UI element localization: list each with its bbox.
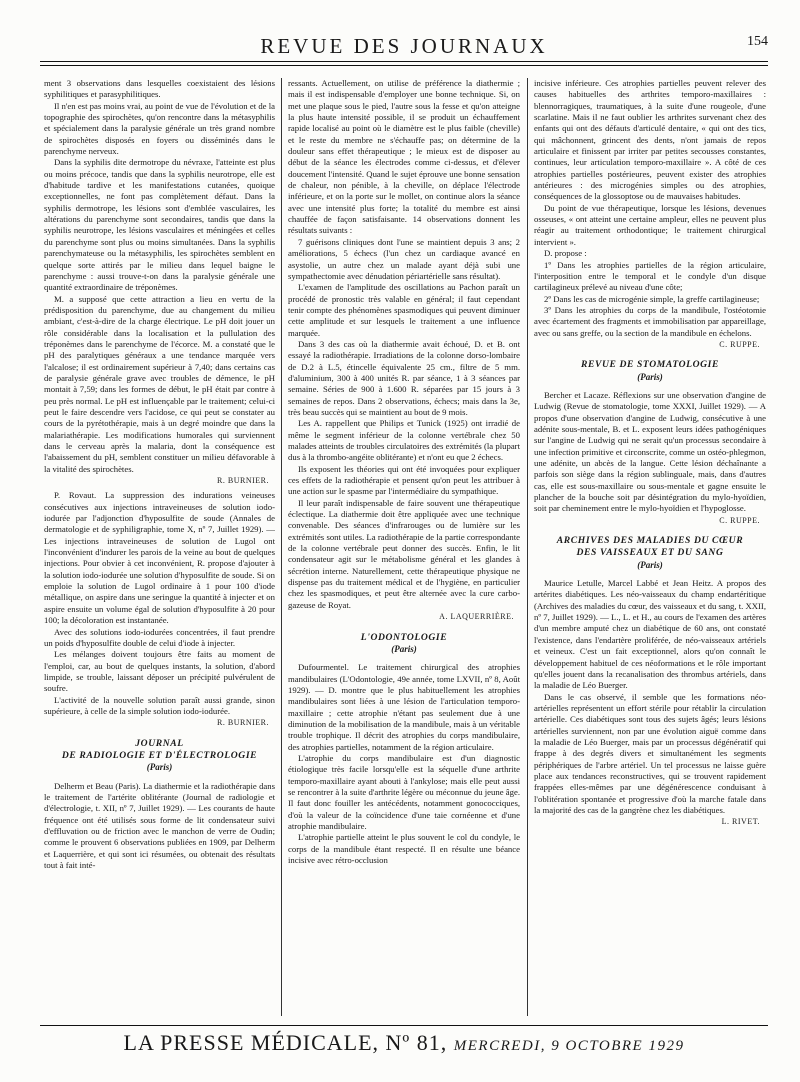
paragraph: Les A. rappellent que Philips et Tunick (1925) ont irradié de même le segment inférieur de la colonne vertébrale chez 50 malades atteints de troubles circulatoires des extrémités (la plupart dus à la thrombo-angéite oblitérante) et n'ont eu que 2 échecs. (288, 418, 520, 463)
section-location: (Paris) (637, 371, 663, 382)
section-heading: JOURNAL (135, 737, 184, 749)
section-heading: L'ODONTOLOGIE (360, 631, 448, 643)
publication-line (40, 1030, 768, 1056)
author-signature: A. LAQUERRIÈRE. (439, 612, 514, 622)
section-location: (Paris) (391, 643, 417, 654)
publication-name: LA PRESSE MÉDICALE, Nº 81, (123, 1030, 448, 1055)
paragraph: Du point de vue thérapeutique, lorsque les lésions, devenues osseuses, « ont atteint une certaine ampleur, elles ne peuvent plus réagir au traitement orthodontique; le traitement chirurgical intervient ». (534, 202, 766, 247)
article-abstract: Dufourmentel. Le traitement chirurgical des atrophies mandibulaires (L'Odontologie, 49e année, tome LXVII, nº 8, Août 1929). — D. montre que le plus habituellement les atrophies mandibulaires sont liées à une lésion de l'articulation temporo-maxillaire ; cette atrophie n'étant pas seulement due à une diminution de la mobilisation de la mandibule, mais à un véritable trouble trophique. Il décrit des atrophies du corps mandibulaire, des atrophies partielles, notamment de la région articulaire. (288, 662, 520, 752)
paragraph: L'examen de l'amplitude des oscillations au Pachon paraît un procédé de pronostic très valable en général; il faut cependant tenir compte des phénomènes spasmodiques qui peuvent diminuer cette amplitude et sur lesquels le traitement a une influence marquée. (288, 282, 520, 338)
page-number: 154 (747, 34, 768, 49)
paragraph: Dans 3 des cas où la diathermie avait échoué, D. et B. ont essayé la radiothérapie. Irradiations de la colonne dorso-lombaire de D.2 à L.5, étincelle équivalente 25 cm., filtre de 5 mm. d'aluminium, 300 à 400 unités R. par séance, 1 à 3 séances par semaine. Séries de 900 à 1.600 R. séparées par 15 jours à 3 semaines de repos. Dans 2 observations, échecs; mais dans la 3e, très beau succès qui se maintient au bout de 9 mois. (288, 338, 520, 417)
column-divider (281, 78, 282, 1016)
section-location: (Paris) (637, 559, 663, 570)
column-middle (288, 78, 520, 1016)
paragraph: L'activité de la nouvelle solution paraît aussi grande, sinon supérieure, à celle de la simple solution iodo-iodurée. (44, 694, 275, 716)
header-rule (40, 61, 768, 62)
paragraph: ment 3 observations dans lesquelles coexistaient des lésions syphilitiques et parasyphilitiques. (44, 78, 275, 100)
paragraph: incisive inférieure. Ces atrophies partielles peuvent relever des causes habituelles des arthrites temporo-maxillaires : blennorragiques, traumatiques, à la suite d'une rougeole, d'une scarlatine. Mais il ne faut oublier les arthrites survenant chez des enfants qui ont des défauts d'articulé dentaire, « qui ont des tics, qui mâchonnent, grincent des dents, n'ont jamais de repos articulaire et finissent par irriter par petites secousses constantes, continues, leur articulation temporo-maxillaire ». A côté de ces atrophies partielles postérieures, peuvent exister des atrophies antérieures : des microgénies simples ou des atrophies, conséquences de la glossoptose ou de mauvaises habitudes. (534, 78, 766, 202)
article-abstract: Delherm et Beau (Paris). La diathermie et la radiothérapie dans le traitement de l'artérite oblitérante (Journal de radiologie et d'électrologie, t. XII, nº 7, Juillet 1929). — Les courants de haute fréquence ont été utilisés sous forme de lit condensateur suivi d'effluvation ou de friction avec le manchon de verre de Oudin; comme le prouvent 6 observations publiées en 1909, par Delherm et Laquerrière, et qui sont ici résumées, ou obtenait des résultats tout à fait inté- (44, 780, 275, 871)
page-header (40, 28, 768, 66)
column-right (534, 78, 766, 1016)
author-signature: R. BURNIER. (217, 476, 269, 486)
section-heading: DES VAISSEAUX ET DU SANG (576, 547, 724, 559)
author-signature: C. RUPPE. (719, 339, 760, 349)
paragraph: ressants. Actuellement, on utilise de préférence la diathermie ; mais il est indispensable d'employer une bonne technique. Si, on met une plaque sous le pied, l'autre sous la fesse et qu'on atteigne la plus haute intensité possible, il se produit un échauffement rapide localisé au point où le diamètre est le plus faible (cheville) et le reste du membre ne s'échauffe pas; on détermine de la douleur sans effet thérapeutique ; le mieux est de disposer au début de la séance les électrodes comme ci-dessus, et d'élever doucement l'intensité. Quand le sujet éprouve une bonne sensation de chaleur, non pénible, à la cheville, on déplace l'électrode inférieure, et on la porte sur le mollet, on continue alors la séance avec une intensité plus forte; la totalité du membre est ainsi chauffée de façon satisfaisante. 14 observations donnent les résultats suivants : (288, 78, 520, 236)
paragraph: 7 guérisons cliniques dont l'une se maintient depuis 3 ans; 2 améliorations, 5 échecs (l'un chez un cardiaque avancé en asystolie, un autre chez un malade ayant déjà subi une sympathectomie avec dénudation périartérielle sans résultat). (288, 236, 520, 281)
paragraph: Dans la syphilis dite dermotrope du névraxe, l'atteinte est plus ou moins précoce, tandis que dans la syphilis neurotrope, elle est d'habitude tardive et les manifestations cutanées, quoique exceptionnelles, ne font pas complètement défaut. Dans la syphilis dermotrope, les lésions sont d'emblée vasculaires, les altérations du parenchyme sont secondaires, tandis que dans la syphilis neurotrope, les lésions vasculaires et méningées et celles du parenchyme sont plus ou moins simultanées. Dans la syphilis parenchymateuse ou la métasyphilis, les spirochètes semblent en quelque sorte attirés par le milieu dans lequel baigne le parenchyme : aussi trouve-t-on dans la paralysie générale une quantité extraordinaire de tréponèmes. (44, 157, 275, 293)
article-abstract: Maurice Letulle, Marcel Labbé et Jean Heitz. A propos des artérites diabétiques. Les néo-vaisseaux du champ endartéritique (Archives des maladies du cœur, des vaisseaux et du sang, t. XXII, nº 7, Juillet 1929). — L., L. et H., au cours de l'examen des artères d'un membre amputé chez un diabétique de 60 ans, ont constaté l'existence, dans l'endartère proliférée, de néo-vaisseaux artériels et veineux. C'est un fait exceptionnel, alors qu'on connaît le développement habituel de ces néoformations et le rôle important qu'elles jouent dans la recanalisation des thrombus artériels, dans la maladie de Léo Buerger. (534, 578, 766, 691)
paragraph: Les mélanges doivent toujours être faits au moment de l'emploi, car, au bout de quelques instants, la solution, d'abord limpide, se trouble, laissant déposer un précipité pulvérulent de soufre. (44, 649, 275, 694)
paragraph: Ils exposent les théories qui ont été invoquées pour expliquer ces effets de la radiothérapie et pensent qu'on peut les attribuer à une action sur le spasme par l'intermédiaire du sympathique. (288, 463, 520, 497)
header-rule-thin (40, 65, 768, 66)
paragraph: 3º Dans les atrophies du corps de la mandibule, l'ostéotomie avec écartement des fragments et immobilisation par appareillage, avec ou sans greffe, ou la section de la mandibule en échelons. (534, 304, 766, 338)
author-signature: L. RIVET. (721, 817, 760, 827)
section-heading: ARCHIVES DES MALADIES DU CŒUR (556, 535, 744, 547)
paragraph: Il n'en est pas moins vrai, au point de vue de l'évolution et de la topographie des spirochètes, qu'on rencontre dans la métasyphilis et spécialement dans la paralysie générale un très grand nombre de spirochètes disposés en foyers ou disséminés dans le parenchyme nerveux. (44, 100, 275, 157)
footer-rule (40, 1025, 768, 1026)
paragraph: L'atrophie partielle atteint le plus souvent le col du condyle, le corps de la mandibule étant respecté. Il en résulte une béance incisive avec rétro-occlusion (288, 832, 520, 866)
column-divider (527, 78, 528, 1016)
paragraph: M. a supposé que cette attraction a lieu en vertu de la prédisposition du parenchyme, due au changement du milieu ambiant, c'est-à-dire de la charge électrique. Le pH doit jouer un rôle considérable dans la localisation et la pullulation des tréponèmes dans le parenchyme de l'écorce. M. a constaté que le pH des paralytiques généraux a une tendance marquée vers l'alcalose; il est ordinairement supérieur à 7,40; dans certains cas de paralysie générale grave avec troubles de démence, le pH montait à 7,59; dans les formes de début, le pH était par contre à peu près normal. Le pH est influençable par le traitement; celui-ci peut le faire descendre vers l'acidose, ce qui peut se constater au cours de la pyrétothérapie, mais à un degré moindre que dans la malariathérapie. Les modifications humorales qui surviennent dans le cerveau après la malaria, dont la conséquence est l'abaissement du pH, semblent constituer un milieu défavorable à la vitalité des spirochètes. (44, 293, 275, 474)
paragraph: Avec des solutions iodo-iodurées concentrées, il faut prendre un poids d'hyposulfite double de celui d'iode à injecter. (44, 626, 275, 648)
paragraph: 2º Dans les cas de microgénie simple, la greffe cartilagineuse; (544, 293, 760, 304)
column-left (44, 78, 275, 1016)
page-footer (40, 1025, 768, 1061)
article-abstract: Bercher et Lacaze. Réflexions sur une observation d'angine de Ludwig (Revue de stomatologie, tome XXXI, Juillet 1929). — A propos d'une observation d'angine de Ludwig, consécutive à une adénite sous-mentale, B. et L. exposent leurs idées pathogéniques sur l'angine de Ludwig qui ne serait qu'un processus secondaire à une infection primitive et circonscrite, comme un ostéo-phlegmon, une adénite, un abcès de la langue. Cette lésion déchaînante a parfois son siège dans la région sublinguale, mais, dans d'autres cas, elle est sous-maxillaire ou sous-mentale et gagne ensuite le plancher de la bouche soit par désintégration du mylo-hyoïdien, soit par cheminement entre le mylo-hyoïdien et l'hypoglosse. (534, 389, 766, 514)
article-abstract: P. Rovaut. La suppression des indurations veineuses consécutives aux injections intraveineuses de solution iodo-iodurée par l'adjonction d'hyposulfite de soude (Annales de dermatologie et de syphiligraphie, tome X, nº 7, Juillet 1929). — Les injections intraveineuses de solution de Lugol ont l'inconvénient d'indurer les parois de la veine au bout de quelques injections. Pour obvier à cet inconvénient, R. propose d'ajouter à la solution iodo-iodurée une solution d'hyposulfite de soude. Si on emploie la solution de Lugol ordinaire à 1 pour 100 d'iode métallique, on aspire dans une seringue la quantité à injecter et on aspire ensuite un volume égal de solution d'hyposulfite à 20 pour 100; la décoloration est instantanée. (44, 490, 275, 626)
section-heading: DE RADIOLOGIE ET D'ÉLECTROLOGIE (61, 749, 258, 761)
paragraph: Dans le cas observé, il semble que les formations néo-artérielles représentent un effort stérile pour rétablir la circulation artérielle. Ces diabétiques sont tous des sujets âgés; leurs lésions artérielles surviennent, non par une évolution aiguë comme dans la maladie de Léo Buerger, mais par un processus dégénératif qui frappe à des degrés divers et simultanément les segments périphériques de l'arbre artériel. Un tel processus ne laisse guère place aux tendances reconstructives, qui se trouvent rapidement frappées elles-mêmes par une dégénérescence conduisant à l'oblitération spontanée et progressive d'où la marche fatale dans la majorité des cas de la gangrène chez les diabétiques. (534, 691, 766, 815)
paragraph: D. propose : (544, 248, 587, 259)
section-heading: REVUE DE STOMATOLOGIE (580, 359, 720, 371)
section-location: (Paris) (146, 762, 173, 773)
publication-date: MERCREDI, 9 OCTOBRE 1929 (453, 1038, 685, 1054)
journal-section-title: REVUE DES JOURNAUX (260, 34, 548, 58)
paragraph: Il leur paraît indispensable de faire souvent une thérapeutique éclectique. La diathermie doit être appliquée avec une technique convenable. Des séances d'infrarouges ou de lumière sur les extrémités sont utiles. La radiothérapie de la partie correspondante de la colonne vertébrale peut donner des succès. Enfin, le lit condensateur agit sur le métabolisme général et les glandes à sécrétion interne. Naturellement, cette thérapeutique physique ne dispense pas du traitement médical et de l'hygiène, en particulier chez les spasmodiques, et peut être alternée avec la cure carbo-gazeuse de Royat. (288, 497, 520, 610)
author-signature: R. BURNIER. (217, 718, 269, 728)
paragraph: 1º Dans les atrophies partielles de la région articulaire, l'interposition entre le temporal et le condyle d'un disque cartilagineux prélevé au niveau d'une côte; (534, 259, 766, 293)
author-signature: C. RUPPE. (719, 515, 760, 525)
paragraph: L'atrophie du corps mandibulaire est d'un diagnostic étiologique très facile lorsqu'elle est la séquelle d'une arthrite temporo-maxillaire ayant abouti à l'ankylose; mais elle peut aussi se rencontrer à la suite d'arthrite légère ou méconnue du jeune âge. Il faut donc fouiller les antécédents, notamment gonococciques, d'où la valeur de la coïncidence d'une taie cornéenne et d'une atrophie mandibulaire. (288, 752, 520, 831)
